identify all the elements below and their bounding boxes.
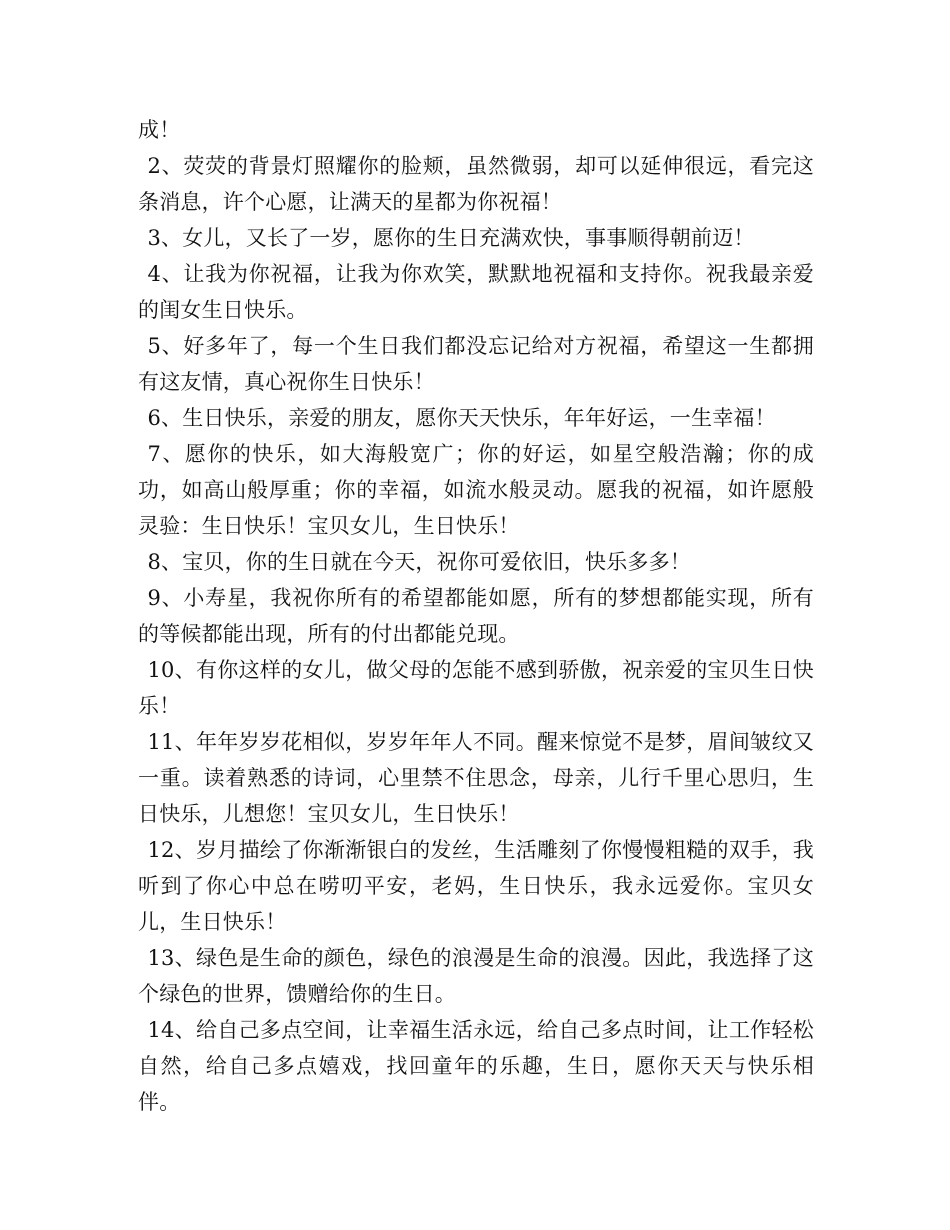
paragraph-4: 4、让我为你祝福，让我为你欢笑，默默地祝福和支持你。祝我最亲爱的闺女生日快乐。 bbox=[138, 262, 814, 322]
paragraph-2: 2、荧荧的背景灯照耀你的脸颊，虽然微弱，却可以延伸很远，看完这条消息，许个心愿，让满天的星都为你祝福！ bbox=[138, 154, 814, 214]
document-body bbox=[138, 112, 814, 1120]
paragraph-7: 7、愿你的快乐，如大海般宽广；你的好运，如星空般浩瀚；你的成功，如高山般厚重；你的幸福，如流水般灵动。愿我的祝福，如许愿般灵验：生日快乐！宝贝女儿，生日快乐！ bbox=[138, 442, 814, 538]
paragraph-8: 8、宝贝，你的生日就在今天，祝你可爱依旧，快乐多多！ bbox=[147, 550, 691, 574]
paragraph-5: 5、好多年了，每一个生日我们都没忘记给对方祝福，希望这一生都拥有这友情，真心祝你生日快乐！ bbox=[138, 334, 814, 394]
paragraph-10: 10、有你这样的女儿，做父母的怎能不感到骄傲，祝亲爱的宝贝生日快乐！ bbox=[138, 658, 814, 718]
paragraph-9: 9、小寿星，我祝你所有的希望都能如愿，所有的梦想都能实现，所有的等候都能出现，所有的付出都能兑现。 bbox=[138, 586, 814, 646]
paragraph-14: 14、给自己多点空间，让幸福生活永远，给自己多点时间，让工作轻松自然，给自己多点嬉戏，找回童年的乐趣，生日，愿你天天与快乐相伴。 bbox=[138, 1018, 814, 1114]
paragraph-3: 3、女儿，又长了一岁，愿你的生日充满欢快，事事顺得朝前迈！ bbox=[147, 226, 755, 250]
paragraph-11: 11、年年岁岁花相似，岁岁年年人不同。醒来惊觉不是梦，眉间皱纹又一重。读着熟悉的诗词，心里禁不住思念，母亲，儿行千里心思归，生日快乐，儿想您！宝贝女儿，生日快乐！ bbox=[138, 730, 814, 826]
paragraph-13: 13、绿色是生命的颜色，绿色的浪漫是生命的浪漫。因此，我选择了这个绿色的世界，馈赠给你的生日。 bbox=[138, 946, 814, 1006]
paragraph-12: 12、岁月描绘了你渐渐银白的发丝，生活雕刻了你慢慢粗糙的双手，我听到了你心中总在唠叨平安，老妈，生日快乐，我永远爱你。宝贝女儿，生日快乐！ bbox=[138, 838, 814, 934]
paragraph-continuation: 成！ bbox=[138, 118, 181, 142]
paragraph-6: 6、生日快乐，亲爱的朋友，愿你天天快乐，年年好运，一生幸福！ bbox=[147, 406, 776, 430]
